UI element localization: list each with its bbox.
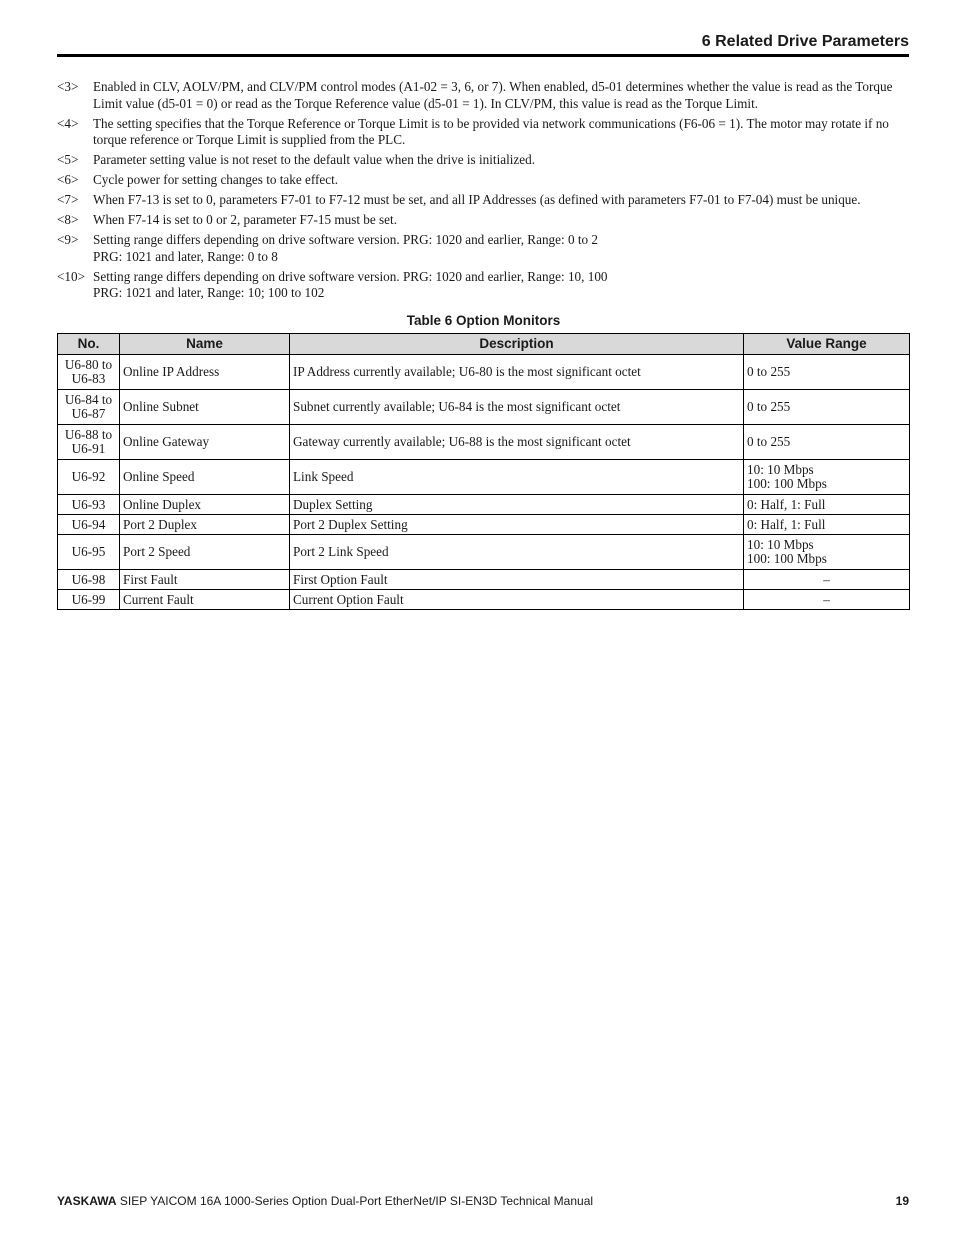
footnote-text (93, 212, 910, 229)
table-row (58, 570, 910, 590)
cell-range-line: 0 to 255 (747, 364, 791, 379)
footnote-text (93, 192, 910, 209)
cell-name: Current Fault (120, 590, 290, 610)
cell-value-range (744, 535, 910, 570)
cell-no (58, 515, 120, 535)
cell-description: Port 2 Link Speed (290, 535, 744, 570)
header-description: Description (290, 334, 744, 355)
cell-name: Online Speed (120, 460, 290, 495)
cell-range-line: 0 to 255 (747, 399, 791, 414)
cell-no-line: U6-80 to (64, 357, 113, 372)
cell-no-line: U6-99 (71, 591, 106, 607)
footnote-item (57, 116, 910, 149)
header-no: No. (58, 334, 120, 355)
cell-name: First Fault (120, 570, 290, 590)
footnote-ref: <9> (57, 232, 79, 247)
cell-name: Online Gateway (120, 425, 290, 460)
footnote-text (93, 152, 910, 169)
table-caption: Table 6 Option Monitors (406, 313, 561, 328)
footnote-ref: <3> (57, 79, 79, 94)
cell-value-range (744, 355, 910, 390)
cell-name: Port 2 Duplex (120, 515, 290, 535)
cell-no-line: U6-88 to (64, 427, 113, 442)
option-monitors-table (57, 333, 910, 610)
footnote-ref: <4> (57, 115, 79, 131)
cell-no (58, 570, 120, 590)
cell-no-line: U6-83 (71, 371, 106, 386)
header-name: Name (120, 334, 290, 355)
cell-name: Online Duplex (120, 495, 290, 515)
cell-range-line: 10: 10 Mbps (747, 537, 814, 552)
cell-range-line: 0: Half, 1: Full (747, 496, 826, 512)
footnote-item (57, 212, 910, 229)
cell-range-line: – (823, 571, 830, 587)
cell-no-line: U6-98 (71, 571, 106, 587)
footnote-text (93, 269, 910, 302)
page-footer (57, 1194, 909, 1208)
cell-value-range (744, 590, 910, 610)
cell-no (58, 535, 120, 570)
footnote-text (93, 116, 910, 149)
page-number: 19 (895, 1194, 909, 1208)
cell-value-range (744, 390, 910, 425)
footnote-line: Setting range differs depending on drive software version. PRG: 1020 and earlier, Range: 10, 100 (93, 268, 608, 284)
table-row (58, 515, 910, 535)
cell-description: IP Address currently available; U6-80 is the most significant octet (290, 355, 744, 390)
footer-text: SIEP YAICOM 16A 1000-Series Option Dual-Port EtherNet/IP SI-EN3D Technical Manual (116, 1194, 594, 1208)
table-header-row (58, 334, 910, 355)
footnote-item (57, 172, 910, 189)
cell-description: Current Option Fault (290, 590, 744, 610)
cell-range-line: – (823, 591, 830, 607)
table-row (58, 460, 910, 495)
cell-value-range (744, 425, 910, 460)
cell-value-range (744, 460, 910, 495)
footnote-line: The setting specifies that the Torque Reference or Torque Limit is to be provided via network communications (F6-06 = 1). The motor may rotate if no torque reference or Torque Limit is supplied from the PLC. (93, 115, 889, 147)
cell-name: Port 2 Speed (120, 535, 290, 570)
cell-no-line: U6-95 (71, 544, 106, 559)
footnote-line: Setting range differs depending on drive software version. PRG: 1020 and earlier, Range: 0 to 2 (93, 232, 598, 247)
cell-description: Duplex Setting (290, 495, 744, 515)
cell-no-line: U6-91 (71, 441, 106, 456)
cell-no-line: U6-92 (71, 469, 106, 484)
footnotes (57, 79, 910, 305)
cell-value-range (744, 515, 910, 535)
cell-no (58, 425, 120, 460)
cell-range-line: 100: 100 Mbps (747, 476, 827, 491)
cell-range-line: 100: 100 Mbps (747, 551, 827, 566)
cell-no-line: U6-84 to (64, 392, 113, 407)
footnote-ref: <6> (57, 172, 79, 187)
cell-range-line: 10: 10 Mbps (747, 462, 814, 477)
cell-description: Link Speed (290, 460, 744, 495)
footnote-item (57, 269, 910, 302)
footnote-ref: <8> (57, 212, 79, 227)
cell-no (58, 355, 120, 390)
footnote-item (57, 192, 910, 209)
cell-no-line: U6-93 (71, 496, 106, 512)
footnote-line: Parameter setting value is not reset to the default value when the drive is initialized. (93, 152, 536, 167)
footnote-line: When F7-14 is set to 0 or 2, parameter F7-15 must be set. (93, 212, 397, 227)
cell-no (58, 590, 120, 610)
footnote-text (93, 172, 910, 189)
cell-no-line: U6-94 (71, 516, 106, 532)
footer-brand: YASKAWA (57, 1194, 117, 1208)
footnote-item (57, 232, 910, 265)
table-row (58, 495, 910, 515)
header-rule (57, 54, 909, 57)
footnote-item (57, 152, 910, 169)
cell-no (58, 495, 120, 515)
cell-name: Online IP Address (120, 355, 290, 390)
footnote-text (93, 79, 910, 112)
page-section-title: 6 Related Drive Parameters (701, 33, 909, 50)
footnote-ref: <5> (57, 152, 79, 167)
cell-description: Port 2 Duplex Setting (290, 515, 744, 535)
header-value-range: Value Range (744, 334, 910, 355)
footnote-item (57, 79, 910, 112)
footnote-line: Cycle power for setting changes to take effect. (93, 172, 339, 187)
footnote-ref: <10> (57, 268, 86, 284)
cell-value-range (744, 495, 910, 515)
cell-no-line: U6-87 (71, 406, 106, 421)
cell-range-line: 0: Half, 1: Full (747, 516, 826, 532)
cell-description: Subnet currently available; U6-84 is the most significant octet (290, 390, 744, 425)
table-row (58, 355, 910, 390)
table-row (58, 425, 910, 460)
footnote-line: PRG: 1021 and later, Range: 10; 100 to 102 (93, 285, 325, 300)
table-row (58, 590, 910, 610)
footnote-text (93, 232, 910, 265)
footnote-line: PRG: 1021 and later, Range: 0 to 8 (93, 248, 278, 264)
cell-description: Gateway currently available; U6-88 is the most significant octet (290, 425, 744, 460)
cell-range-line: 0 to 255 (747, 434, 791, 449)
cell-no (58, 390, 120, 425)
cell-value-range (744, 570, 910, 590)
footnote-ref: <7> (57, 192, 79, 207)
cell-no (58, 460, 120, 495)
cell-description: First Option Fault (290, 570, 744, 590)
footnote-line: When F7-13 is set to 0, parameters F7-01 to F7-12 must be set, and all IP Addresses (as defined with parameters F7-01 to F7-04) must be unique. (93, 192, 861, 207)
table-row (58, 535, 910, 570)
footnote-line: Enabled in CLV, AOLV/PM, and CLV/PM control modes (A1-02 = 3, 6, or 7). When enabled, d5-01 determines whether the value is read as the Torque Limit value (d5-01 = 0) or read as the Torque Reference value (d5-01 = 1). In CLV/PM, this value is read as the Torque Limit. (93, 79, 893, 111)
cell-name: Online Subnet (120, 390, 290, 425)
table-row (58, 390, 910, 425)
footer-title (57, 1194, 593, 1208)
